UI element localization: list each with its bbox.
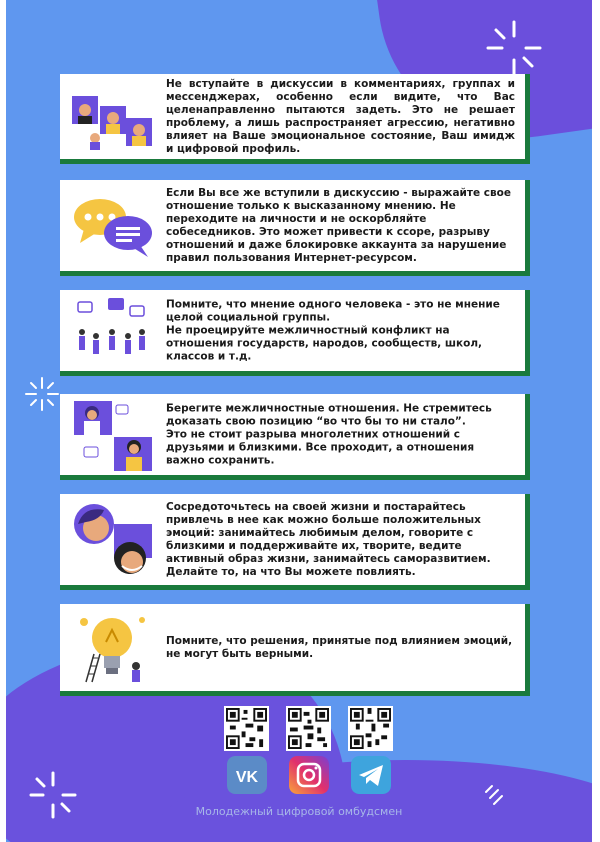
qr-code-telegram[interactable] bbox=[348, 706, 393, 751]
tip-text-6: Помните, что решения, принятые под влиянием эмоций, не могут быть верными. bbox=[166, 634, 513, 660]
telegram-icon[interactable] bbox=[351, 756, 391, 794]
tip-text-4: Берегите межличностные отношения. Не стремитесь доказать свою позицию “во что бы то ни стало”. Это не стоит разрыва многолетних отношений с друзьями и близкими. Все проходит, а отношения важно сохранить. bbox=[166, 402, 492, 466]
video-call-people-icon bbox=[70, 397, 156, 473]
tip-card-6 bbox=[60, 604, 530, 696]
tip-text-3: Помните, что мнение одного человека - это не мнение целой социальной группы. Не проецируйте межличностный конфликт на отношения государств, народов, сообществ, школ, классов и т.д. bbox=[166, 298, 500, 362]
page bbox=[6, 0, 592, 842]
vk-icon[interactable] bbox=[227, 756, 267, 794]
speech-bubbles-icon bbox=[70, 191, 156, 261]
tip-text-5: Сосредоточьтесь на своей жизни и постарайтесь привлечь в нее как можно больше положительных эмоций: занимайтесь любимым делом, говорите с близкими и поддерживайте их, творите, ведите активный образ жизни, занимайтесь саморазвитием. Делайте то, на что Вы можете повлиять. bbox=[166, 500, 491, 578]
people-chat-illustration-icon bbox=[70, 82, 156, 152]
tip-card-1 bbox=[60, 74, 530, 164]
svg-text:VK: VK bbox=[235, 769, 259, 786]
footer-caption: Молодежный цифровой омбудсмен bbox=[195, 805, 403, 818]
qr-code-instagram[interactable] bbox=[286, 706, 331, 751]
qr-code-vk[interactable] bbox=[224, 706, 269, 751]
sparkle-icon bbox=[24, 376, 60, 412]
instagram-icon[interactable] bbox=[289, 756, 329, 794]
smiling-people-icon bbox=[70, 500, 156, 580]
tip-card-4 bbox=[60, 394, 530, 480]
tip-card-3 bbox=[60, 290, 530, 376]
social-icons bbox=[227, 756, 391, 794]
group-discussion-icon bbox=[70, 296, 156, 366]
tip-card-2 bbox=[60, 180, 530, 276]
lightbulb-idea-icon bbox=[70, 608, 156, 688]
qr-codes bbox=[224, 706, 393, 751]
tip-text-2: Если Вы все же вступили в дискуссию - выражайте свое отношение только к высказанному мнению. Не переходите на личности и не оскорбляйте собеседников. Это может привести к ссоре, разрыву отношений и даже блокировке аккаунта за нарушение правил пользования Интернет-ресурсом. bbox=[166, 186, 511, 264]
tip-text-1: Не вступайте в дискуссии в комментариях, группах и мессенджерах, особенно если видите, что Вас целенаправленно пытаются задеть. Это не решает проблему, а лишь распространяет агрессию, негативно влияет на Ваше эмоциональное состояние, Ваш имидж и цифровой профиль. bbox=[166, 77, 515, 155]
sparkle-icon bbox=[484, 18, 544, 78]
tip-card-5 bbox=[60, 494, 530, 590]
